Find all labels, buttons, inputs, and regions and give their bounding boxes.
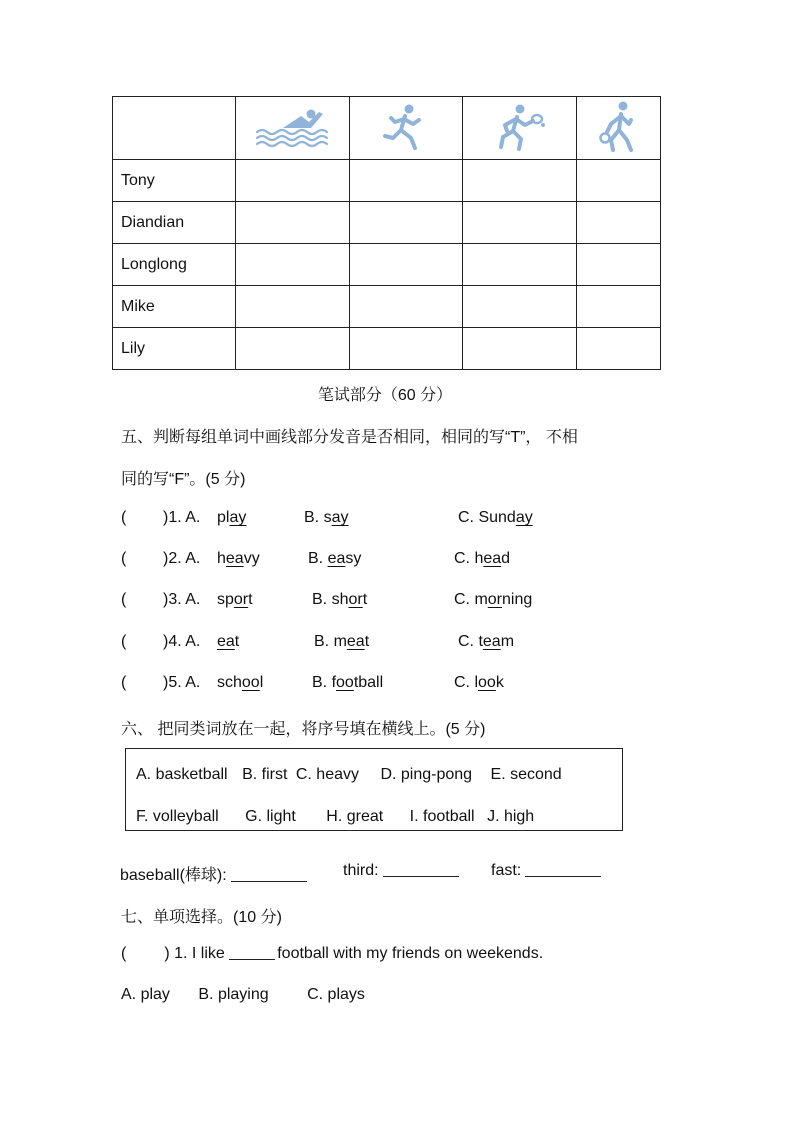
answer-blank[interactable] [231, 880, 307, 882]
choice-option: A. play [121, 986, 170, 1003]
table-row [113, 328, 661, 370]
option-c-word: C. look [454, 674, 504, 691]
student-name: Diandian [113, 202, 236, 244]
answer-blank[interactable] [229, 958, 275, 960]
word-option: F. volleyball [136, 808, 219, 825]
word-option: J. high [487, 808, 535, 825]
answer-cell[interactable] [350, 160, 463, 202]
question-number: )5. A. [163, 674, 201, 691]
word-option: B. first [242, 766, 288, 783]
answer-space[interactable] [129, 509, 161, 527]
answer-cell[interactable] [463, 328, 577, 370]
question-number: )2. A. [163, 550, 201, 567]
corner-cell [113, 97, 236, 160]
answer-cell[interactable] [577, 202, 661, 244]
word-bank-line2 [136, 808, 534, 826]
answer-cell[interactable] [236, 244, 350, 286]
answer-cell[interactable] [236, 286, 350, 328]
section7-heading: 七、单项选择。(10 分) [121, 909, 282, 926]
basketball-icon [597, 98, 641, 154]
question-number: )1. A. [163, 509, 201, 526]
paren-open: ( [121, 550, 127, 567]
student-name: Tony [113, 160, 236, 202]
student-name: Lily [113, 328, 236, 370]
option-a-word: play [217, 509, 247, 526]
swimming-cell [236, 97, 350, 160]
running-cell [350, 97, 463, 160]
option-c-word: C. team [458, 633, 515, 650]
choice-option: B. playing [198, 986, 269, 1003]
question-stem-post: football with my friends on weekends. [277, 945, 544, 962]
word-option: A. basketball [136, 766, 228, 783]
written-part-title: 笔试部分（60 分） [317, 387, 453, 404]
icon-row [113, 97, 661, 160]
section5-heading-line1: 五、判断每组单词中画线部分发音是否相同，相同的写“T”， 不相 [121, 429, 578, 446]
answer-space[interactable] [129, 633, 161, 651]
basketball-cell [577, 97, 661, 160]
sports-table [112, 96, 661, 370]
table-row [113, 244, 661, 286]
word-option: E. second [490, 766, 562, 783]
option-c-word: C. Sunday [458, 509, 533, 526]
answer-cell[interactable] [236, 328, 350, 370]
fill-label: third: [343, 862, 379, 879]
running-icon [381, 102, 431, 150]
student-name: Mike [113, 286, 236, 328]
table-row [113, 160, 661, 202]
option-a-word: school [217, 674, 264, 691]
option-a-word: heavy [217, 550, 260, 567]
paren-open: ( [121, 509, 127, 526]
word-option: C. heavy [295, 766, 359, 783]
section7-options [121, 986, 365, 1004]
answer-space[interactable] [129, 550, 161, 568]
fill-label: baseball(棒球): [120, 867, 227, 884]
fill-third [343, 862, 459, 880]
option-b-word: B. easy [308, 550, 362, 567]
answer-cell[interactable] [577, 160, 661, 202]
option-c-word: C. head [454, 550, 511, 567]
section5-heading-line2: 同的写“F”。(5 分) [121, 471, 246, 488]
answer-cell[interactable] [463, 160, 577, 202]
swimming-icon [253, 102, 333, 150]
ping-pong-icon [493, 101, 547, 151]
answer-cell[interactable] [350, 286, 463, 328]
answer-cell[interactable] [463, 202, 577, 244]
word-bank-box [125, 748, 623, 831]
word-option: G. light [245, 808, 296, 825]
answer-blank[interactable] [383, 875, 459, 877]
question-number: )4. A. [163, 633, 201, 650]
answer-cell[interactable] [577, 328, 661, 370]
word-bank-line1 [136, 766, 562, 784]
section6-heading: 六、 把同类词放在一起，将序号填在横线上。(5 分) [121, 721, 486, 738]
fill-fast [491, 862, 601, 880]
fill-baseball [120, 862, 307, 885]
word-option: D. ping-pong [380, 766, 473, 783]
question-number: )3. A. [163, 591, 201, 608]
answer-cell[interactable] [350, 328, 463, 370]
answer-cell[interactable] [577, 244, 661, 286]
choice-option: C. plays [307, 986, 365, 1003]
fill-label: fast: [491, 862, 522, 879]
answer-cell[interactable] [236, 160, 350, 202]
option-b-word: B. say [304, 509, 349, 526]
student-name: Longlong [113, 244, 236, 286]
answer-cell[interactable] [577, 286, 661, 328]
paren-open: ( [121, 633, 127, 650]
paren-open: ( [121, 674, 127, 691]
option-b-word: B. short [312, 591, 368, 608]
answer-cell[interactable] [236, 202, 350, 244]
table-row [113, 202, 661, 244]
option-b-word: B. meat [314, 633, 370, 650]
option-b-word: B. football [312, 674, 384, 691]
paren-open: ( [121, 591, 127, 608]
section7-question1 [121, 945, 543, 963]
ping-pong-cell [463, 97, 577, 160]
answer-space[interactable] [129, 591, 161, 609]
word-option: H. great [326, 808, 384, 825]
answer-blank[interactable] [525, 875, 601, 877]
table-row [113, 286, 661, 328]
option-a-word: eat [217, 633, 240, 650]
answer-space[interactable] [129, 674, 161, 692]
option-a-word: sport [217, 591, 253, 608]
answer-cell[interactable] [463, 286, 577, 328]
answer-cell[interactable] [350, 202, 463, 244]
question-stem-pre: ) 1. I like [164, 945, 230, 962]
option-c-word: C. morning [454, 591, 533, 608]
word-option: I. football [409, 808, 475, 825]
paren-open: ( [121, 945, 127, 962]
answer-cell[interactable] [350, 244, 463, 286]
answer-cell[interactable] [463, 244, 577, 286]
